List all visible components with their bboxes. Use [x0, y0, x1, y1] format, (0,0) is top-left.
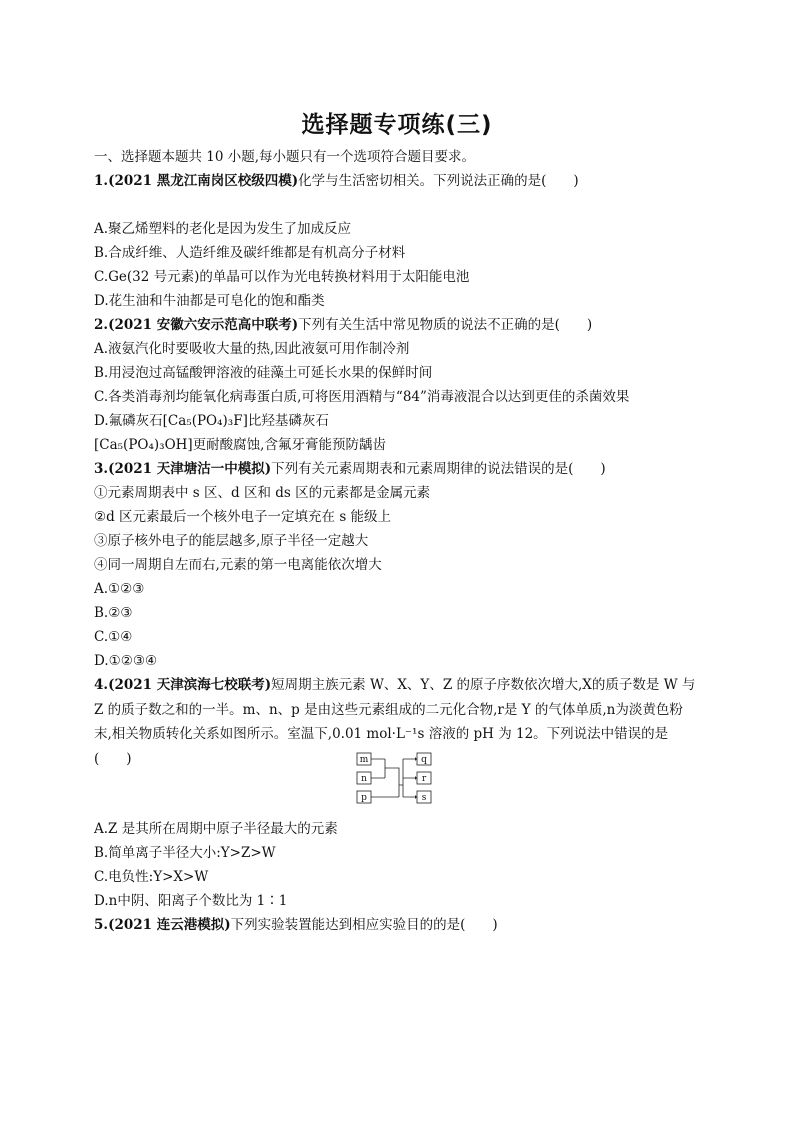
question-3-stem: [94, 460, 606, 478]
question-2-option-a: A.液氨汽化时要吸收大量的热,因此液氨可用作制冷剂: [94, 341, 410, 357]
question-3-option-c: C.①④: [94, 629, 133, 645]
question-source: .(2021 天津滨海七校联考): [103, 677, 272, 693]
question-3-statement-3: ③原子核外电子的能层越多,原子半径一定越大: [94, 533, 369, 549]
question-3-option-a: A.①②③: [94, 581, 145, 597]
conversion-diagram: [355, 752, 439, 808]
question-number: 5: [94, 917, 104, 933]
question-number: 3: [94, 461, 104, 477]
question-text: 下列有关元素周期表和元素周期律的说法错误的是( ): [271, 461, 606, 477]
section-header: 一、选择题本题共 10 小题,每小题只有一个选项符合题目要求。: [94, 149, 476, 165]
label-s: s: [421, 793, 427, 803]
label-p: p: [361, 793, 367, 803]
question-2-stem: [94, 316, 592, 334]
question-1-option-b: B.合成纤维、人造纤维及碳纤维都是有机高分子材料: [94, 245, 406, 261]
question-source: .(2021 天津塘沽一中模拟): [103, 461, 272, 477]
question-source: .(2021 安徽六安示范高中联考): [103, 317, 299, 333]
question-4-option-b: B.简单离子半径大小:Y>Z>W: [94, 845, 276, 861]
question-5-stem: [94, 916, 498, 934]
question-text: 下列实验装置能达到相应实验目的的是( ): [230, 917, 498, 933]
question-4-option-c: C.电负性:Y>X>W: [94, 869, 209, 885]
question-text: 化学与生活密切相关。下列说法正确的是( ): [298, 173, 579, 189]
connector-left: [371, 759, 399, 797]
question-3-option-d: D.①②③④: [94, 653, 158, 669]
question-source: .(2021 黑龙江南岗区校级四模): [103, 173, 299, 189]
question-2-option-b: B.用浸泡过高锰酸钾溶液的硅藻土可延长水果的保鲜时间: [94, 365, 433, 381]
question-text: 短周期主族元素 W、X、Y、Z 的原子序数依次增大,X的质子数是 W 与 Z 的质子数之和的一半。m、n、p 是由这些元素组成的二元化合物,r是 Y 的气体单质,n为淡黄色粉末,相关物质转化关系如图所示。室温下,0.01 mol·L⁻¹s 溶液的 pH 为 12。下列说法中错误的是( ): [94, 677, 696, 767]
label-n: n: [361, 774, 367, 784]
question-2-option-c: C.各类消毒剂均能氧化病毒蛋白质,可将医用酒精与“84”消毒液混合以达到更佳的杀菌效果: [94, 389, 630, 405]
question-number: 4: [94, 677, 104, 693]
question-3-option-b: B.②③: [94, 605, 133, 621]
label-q: q: [421, 755, 427, 765]
page-title: 选择题专项练(三): [301, 112, 493, 138]
question-source: .(2021 连云港模拟): [103, 917, 231, 933]
question-2-option-d: D.氟磷灰石[Ca₅(PO₄)₃F]比羟基磷灰石: [94, 413, 329, 429]
label-m: m: [359, 755, 369, 765]
question-number: 2: [94, 317, 104, 333]
question-4-option-d: D.n中阴、阳离子个数比为 1∶1: [94, 893, 288, 909]
question-3-statement-1: ①元素周期表中 s 区、d 区和 ds 区的元素都是金属元素: [94, 485, 431, 501]
question-text: 下列有关生活中常见物质的说法不正确的是( ): [298, 317, 593, 333]
question-1-option-c: C.Ge(32 号元素)的单晶可以作为光电转换材料用于太阳能电池: [94, 269, 470, 285]
question-4-option-a: A.Z 是其所在周期中原子半径最大的元素: [94, 821, 338, 837]
question-3-statement-2: ②d 区元素最后一个核外电子一定填充在 s 能级上: [94, 509, 392, 525]
question-1-stem: [94, 172, 579, 190]
question-number: 1: [94, 173, 104, 189]
question-1-option-a: A.聚乙烯塑料的老化是因为发生了加成反应: [94, 221, 352, 237]
question-3-statement-4: ④同一周期自左而右,元素的第一电离能依次增大: [94, 557, 382, 573]
label-r: r: [421, 774, 427, 784]
question-1-option-d: D.花生油和牛油都是可皂化的饱和酯类: [94, 293, 325, 309]
question-2-option-d-cont: [Ca₅(PO₄)₃OH]更耐酸腐蚀,含氟牙膏能预防龋齿: [94, 437, 386, 453]
